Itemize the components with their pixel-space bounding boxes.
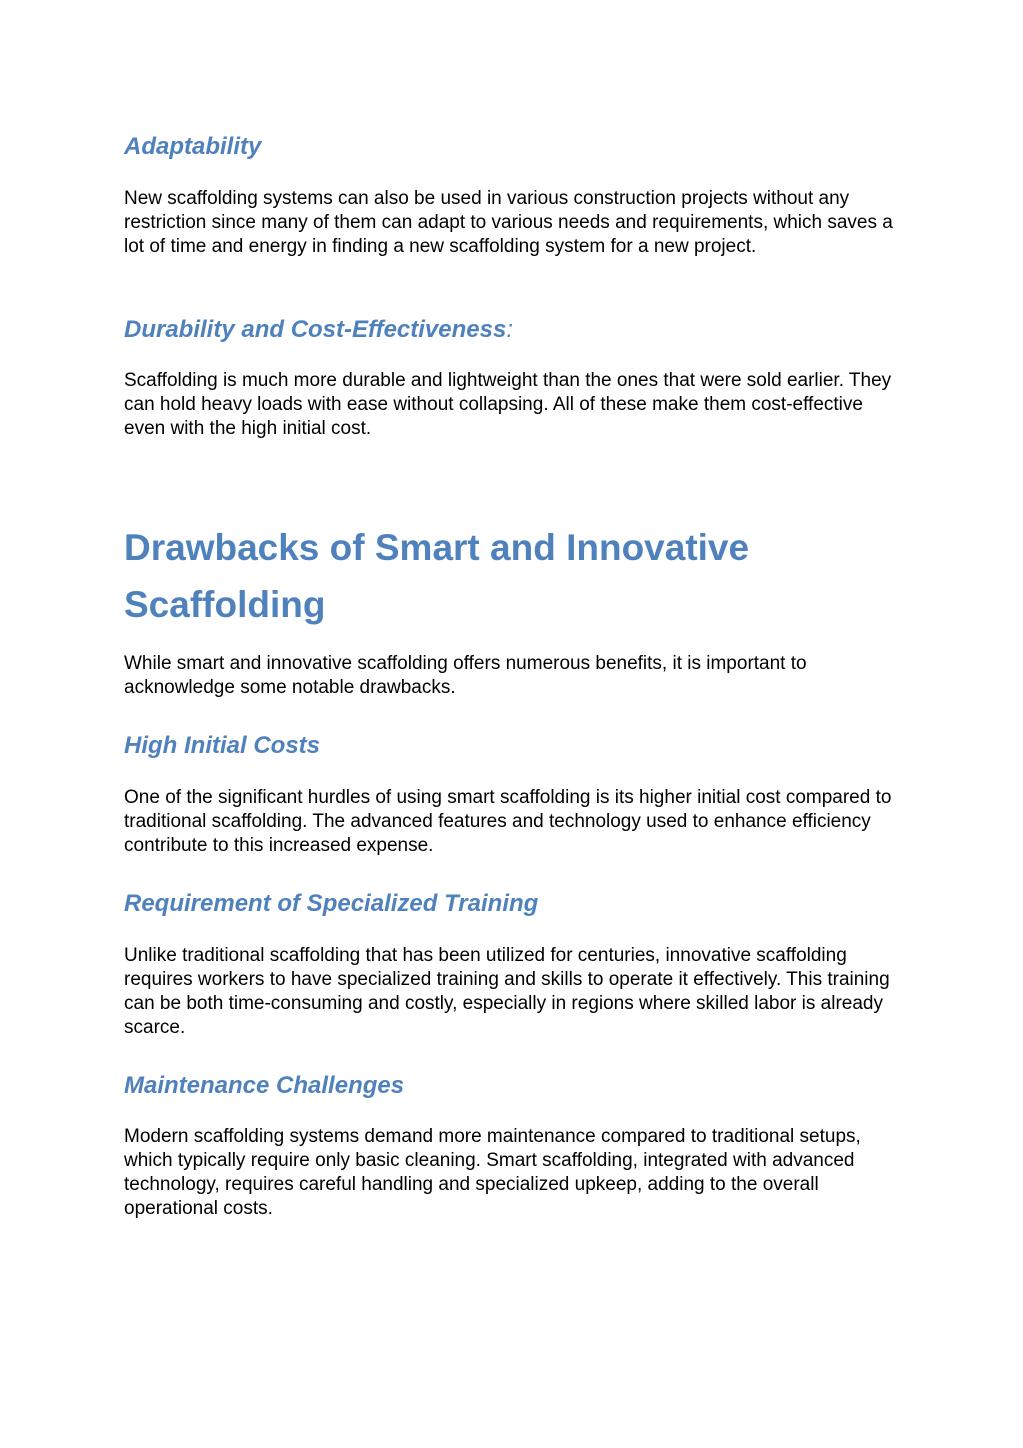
paragraph-high-initial-costs: One of the significant hurdles of using smart scaffolding is its higher initial cost compared to traditional scaffolding. The advanced features and technology used to enhance efficiency contribute to this increased expense. [124,787,892,856]
paragraph-maintenance-challenges: Modern scaffolding systems demand more maintenance compared to traditional setups, which typically require only basic cleaning. Smart scaffolding, integrated with advanced technology, requires careful handling and specialized upkeep, adding to the overall operational costs. [124,1126,861,1219]
paragraph-adaptability: New scaffolding systems can also be used in various construction projects without any restriction since many of them can adapt to various needs and requirements, which saves a lot of time and energy in finding a new scaffolding system for a new project. [124,188,893,257]
heading-adaptability: Adaptability [124,133,262,160]
paragraph-specialized-training: Unlike traditional scaffolding that has been utilized for centuries, innovative scaffolding requires workers to have specialized training and skills to operate it effectively. This training can be both time-consuming and costly, especially in regions where skilled labor is already scarce. [124,945,890,1038]
heading-durability [124,316,513,344]
heading-high-initial-costs: High Initial Costs [124,732,321,759]
paragraph-drawbacks-intro: While smart and innovative scaffolding offers numerous benefits, it is important to acknowledge some notable drawbacks. [124,653,807,698]
heading-maintenance-challenges: Maintenance Challenges [124,1072,405,1099]
heading-specialized-training: Requirement of Specialized Training [124,890,539,917]
heading-durability-colon: : [506,316,513,343]
heading-drawbacks: Drawbacks of Smart and Innovative Scaffolding [124,527,750,625]
heading-durability-text: Durability and Cost-Effectiveness [124,316,507,343]
paragraph-durability: Scaffolding is much more durable and lightweight than the ones that were sold earlier. They can hold heavy loads with ease without collapsing. All of these make them cost-effective even with the high initial cost. [124,370,892,439]
